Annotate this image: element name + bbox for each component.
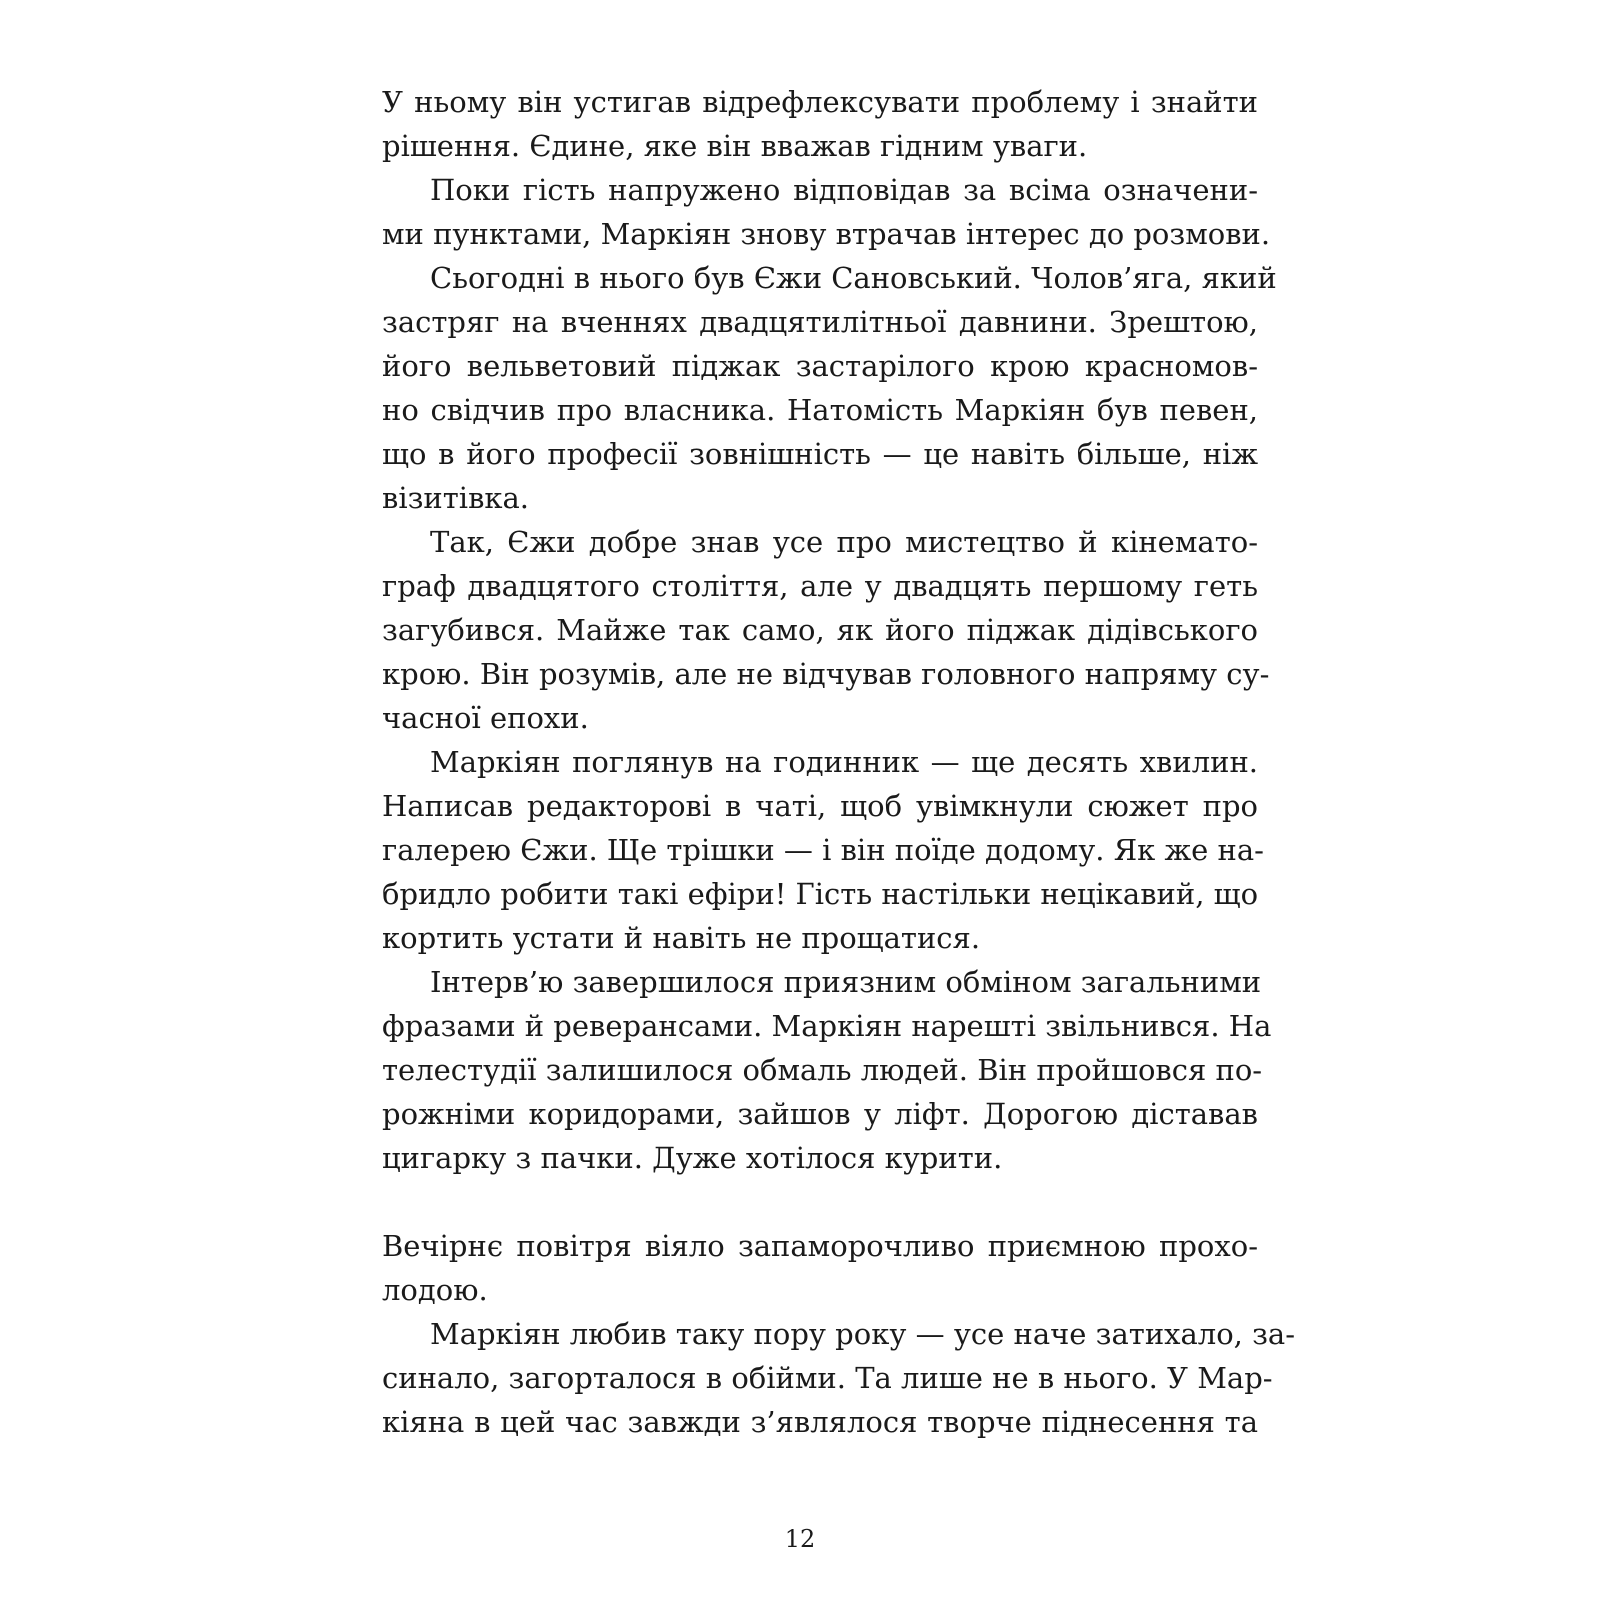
text-line: крою. Він розумів, але не відчував головного напряму су- <box>382 657 1270 691</box>
text-line: Маркіян поглянув на годинник — ще десять хвилин. <box>430 745 1258 779</box>
paragraph <box>382 1312 1296 1444</box>
text-line: телестудії залишилося обмаль людей. Він пройшовся по- <box>382 1053 1263 1087</box>
text-line: лодою. <box>382 1273 488 1307</box>
text-line: часної епохи. <box>382 701 589 735</box>
text-line: кіяна в цей час завжди з’являлося творче піднесення та <box>382 1405 1258 1439</box>
paragraph <box>382 520 1270 740</box>
text-line: що в його професії зовнішність — це навіть більше, ніж <box>382 437 1258 471</box>
paragraph <box>382 740 1264 960</box>
text-line: У ньому він устигав відрефлексувати проблему і знайти <box>382 85 1258 119</box>
text-line: ми пунктами, Маркіян знову втрачав інтерес до розмови. <box>382 217 1271 251</box>
text-line: цигарку з пачки. Дуже хотілося курити. <box>382 1141 1003 1175</box>
text-line: бридло робити такі ефіри! Гість настільки нецікавий, що <box>382 877 1259 911</box>
text-line: синало, загорталося в обійми. Та лише не в нього. У Мар- <box>382 1361 1273 1395</box>
section-break <box>382 1180 1258 1224</box>
text-line: Сьогодні в нього був Єжи Сановський. Чолов’яга, який <box>430 261 1277 295</box>
text-line: галерею Єжи. Ще трішки — і він поїде додому. Як же на- <box>382 833 1264 867</box>
body-text <box>382 80 1296 1444</box>
page-number: 12 <box>784 1525 816 1553</box>
text-line: застряг на вченнях двадцятилітньої давнини. Зрештою, <box>382 305 1258 339</box>
paragraph <box>382 80 1258 168</box>
text-line: граф двадцятого століття, але у двадцять першому геть <box>382 569 1258 603</box>
paragraph <box>382 256 1277 520</box>
text-line: Написав редакторові в чаті, щоб увімкнули сюжет про <box>382 789 1258 823</box>
text-line: Інтерв’ю завершилося приязним обміном загальними <box>430 965 1262 999</box>
text-line: загубився. Майже так само, як його піджак дідівського <box>382 613 1258 647</box>
text-line: фразами й реверансами. Маркіян нарешті звільнився. На <box>382 1009 1272 1043</box>
paragraph <box>382 960 1272 1180</box>
text-line: візитівка. <box>382 481 530 515</box>
text-line: Вечірнє повітря віяло запаморочливо приємною прохо- <box>382 1229 1258 1263</box>
text-line: кортить устати й навіть не прощатися. <box>382 921 981 955</box>
text-line: рожніми коридорами, зайшов у ліфт. Дорогою діставав <box>382 1097 1258 1131</box>
text-line: його вельветовий піджак застарілого крою красномов- <box>382 349 1258 383</box>
text-line: Поки гість напружено відповідав за всіма означени- <box>430 173 1258 207</box>
text-line: Так, Єжи добре знав усе про мистецтво й кінемато- <box>430 525 1258 559</box>
text-line: рішення. Єдине, яке він вважав гідним уваги. <box>382 129 1088 163</box>
text-line: Маркіян любив таку пору року — усе наче затихало, за- <box>430 1317 1296 1351</box>
paragraph <box>382 168 1271 256</box>
paragraph <box>382 1224 1258 1312</box>
text-line: но свідчив про власника. Натомість Маркіян був певен, <box>382 393 1258 427</box>
